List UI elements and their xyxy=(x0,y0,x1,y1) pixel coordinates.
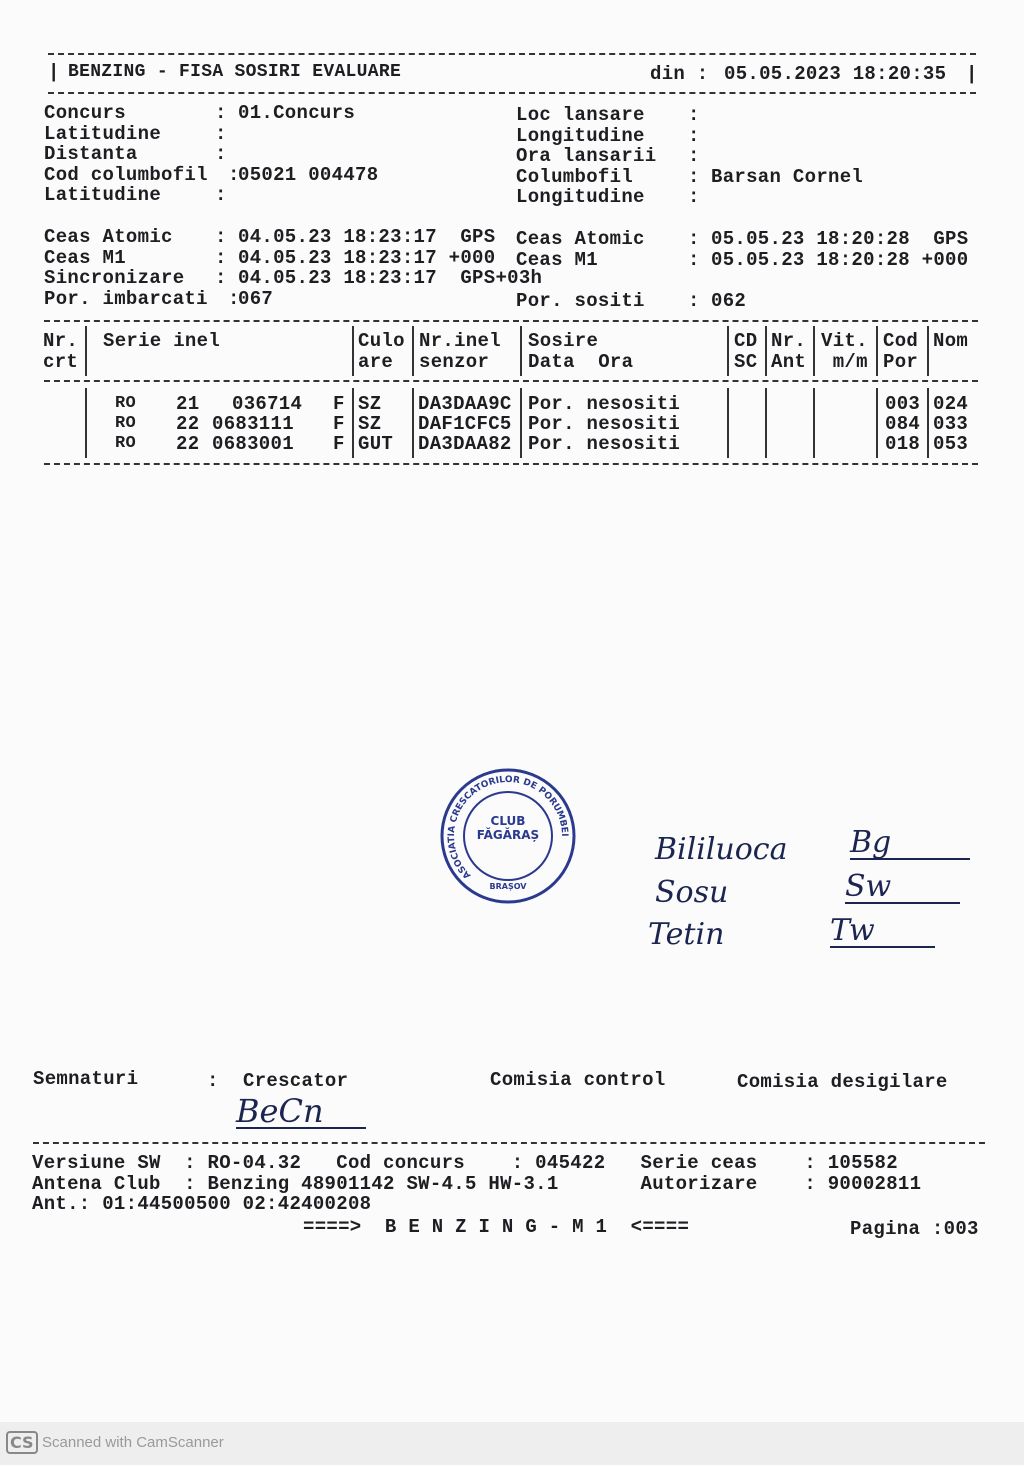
stamp-ring-text: ASOCIATIA CRESCATORILOR DE PORUMBEI xyxy=(446,774,570,881)
cod-por: 003 xyxy=(885,393,921,415)
divider xyxy=(44,380,978,382)
field-value: 05.05.23 18:20:28 GPS xyxy=(711,228,969,250)
nom: 053 xyxy=(933,433,969,455)
camscanner-text: Scanned with CamScanner xyxy=(42,1434,224,1451)
column-separator xyxy=(927,326,929,376)
ring-year: 22 xyxy=(176,433,200,455)
column-separator xyxy=(813,326,815,376)
pipe: | xyxy=(48,61,60,83)
column-separator xyxy=(765,326,767,376)
column-header: Serie inel xyxy=(103,330,221,352)
handwritten-name: Tetin xyxy=(648,917,725,952)
column-separator xyxy=(412,388,414,458)
field-label: Por. sositi xyxy=(516,290,645,313)
grower-label: Crescator xyxy=(243,1070,349,1092)
field-value: 01.Concurs xyxy=(238,102,356,124)
ring-country: RO xyxy=(115,434,137,453)
column-separator xyxy=(520,326,522,376)
nom: 024 xyxy=(933,393,969,415)
cod-por: 084 xyxy=(885,413,921,435)
field-label: Latitudine xyxy=(44,122,162,145)
sex: F xyxy=(333,413,345,435)
color: GUT xyxy=(358,433,394,455)
divider xyxy=(33,1142,985,1144)
colon: : xyxy=(688,145,700,167)
column-header: Nr. xyxy=(43,330,79,352)
field-label: Columbofil xyxy=(516,165,634,188)
colon: : xyxy=(688,248,700,271)
ring-number: 036714 xyxy=(232,393,303,415)
nom: 033 xyxy=(933,413,969,435)
ring-number: 0683111 xyxy=(212,413,294,435)
column-separator xyxy=(876,388,878,458)
column-separator xyxy=(412,326,414,376)
stamp-center-text: CLUB FĂGĂRAȘ xyxy=(476,814,540,842)
color: SZ xyxy=(358,413,382,435)
column-header: Ant xyxy=(771,351,807,373)
field-label: Ceas M1 xyxy=(44,246,126,269)
field-label: Ceas Atomic xyxy=(44,226,173,248)
column-separator xyxy=(813,388,815,458)
column-header: Nom xyxy=(933,330,969,352)
colon: : xyxy=(688,165,700,188)
column-header: Sosire xyxy=(528,330,599,352)
report-date: 05.05.2023 18:20:35 xyxy=(724,63,947,85)
column-separator xyxy=(85,388,87,458)
arrival: Por. nesositi xyxy=(528,413,681,435)
stamp-bottom-text: BRAȘOV xyxy=(489,882,527,891)
field-value: 04.05.23 18:23:17 GPS xyxy=(238,226,496,248)
field-value: 067 xyxy=(238,287,274,310)
colon: : xyxy=(215,184,227,206)
colon: : xyxy=(215,226,227,248)
field-label: Longitudine xyxy=(516,186,645,208)
divider xyxy=(44,463,978,465)
ring-country: RO xyxy=(115,414,137,433)
column-header: senzor xyxy=(419,351,490,373)
column-separator xyxy=(520,388,522,458)
field-label: Latitudine xyxy=(44,184,162,206)
column-separator xyxy=(85,326,87,376)
field-label: Loc lansare xyxy=(516,104,645,126)
divider xyxy=(44,320,978,322)
sensor-ring: DA3DAA82 xyxy=(418,433,512,455)
footer-line: Versiune SW : RO-04.32 Cod concurs : 045422 Serie ceas : 105582 xyxy=(32,1152,898,1174)
sensor-ring: DAF1CFC5 xyxy=(418,413,512,435)
field-label: Cod columbofil xyxy=(44,163,208,186)
field-label: Ora lansarii xyxy=(516,145,657,167)
footer-banner: ====> B E N Z I N G - M 1 <==== xyxy=(303,1216,690,1238)
colon: : xyxy=(688,124,700,147)
colon: : xyxy=(228,163,240,186)
field-label: Ceas M1 xyxy=(516,248,598,271)
sex: F xyxy=(333,393,345,415)
column-header: Culo xyxy=(358,330,405,352)
column-header: Data Ora xyxy=(528,351,634,373)
colon: : xyxy=(215,102,227,124)
column-header: Cod xyxy=(883,330,919,352)
unseal-label: Comisia desigilare xyxy=(737,1071,948,1093)
field-value: Barsan Cornel xyxy=(711,165,864,188)
field-label: Longitudine xyxy=(516,124,645,147)
field-value: 062 xyxy=(711,290,747,313)
divider xyxy=(48,92,976,94)
column-separator xyxy=(352,388,354,458)
field-label: Por. imbarcati xyxy=(44,287,208,310)
colon: : xyxy=(215,267,227,289)
report-title: BENZING - FISA SOSIRI EVALUARE xyxy=(68,62,402,82)
colon: : xyxy=(215,143,227,165)
colon: : xyxy=(688,290,700,313)
column-separator xyxy=(765,388,767,458)
field-value: 05021 004478 xyxy=(238,163,379,186)
ring-number: 0683001 xyxy=(212,433,294,455)
column-header: Nr.inel xyxy=(419,330,501,352)
column-separator xyxy=(352,326,354,376)
column-separator xyxy=(927,388,929,458)
colon: : xyxy=(688,186,700,208)
handwritten-signature: Sw xyxy=(845,872,960,904)
footer-line: Ant.: 01:44500500 02:42400208 xyxy=(32,1193,372,1215)
cod-por: 018 xyxy=(885,433,921,455)
arrival: Por. nesositi xyxy=(528,393,681,415)
column-header: Por xyxy=(883,351,919,373)
footer-line: Antena Club : Benzing 48901142 SW-4.5 HW-3.1 Autorizare : 90002811 xyxy=(32,1173,922,1195)
sensor-ring: DA3DAA9C xyxy=(418,393,512,415)
ring-year: 21 xyxy=(176,393,200,415)
sex: F xyxy=(333,433,345,455)
page-number: Pagina :003 xyxy=(850,1218,979,1240)
camscanner-watermark xyxy=(0,1422,1024,1465)
arrival: Por. nesositi xyxy=(528,433,681,455)
column-header: are xyxy=(358,351,394,373)
control-label: Comisia control xyxy=(490,1069,666,1091)
colon: : xyxy=(207,1070,219,1092)
column-separator xyxy=(876,326,878,376)
grower-signature: BeCn xyxy=(236,1095,366,1129)
field-label: Concurs xyxy=(44,102,126,124)
colon: : xyxy=(228,287,240,310)
column-header: Vit. xyxy=(821,330,868,352)
camscanner-logo: CS xyxy=(6,1431,38,1454)
colon: : xyxy=(688,228,700,250)
colon: : xyxy=(688,104,700,126)
report-date-label: din : xyxy=(650,63,709,85)
divider xyxy=(48,53,976,55)
field-label: Sincronizare xyxy=(44,267,185,289)
field-value: 04.05.23 18:23:17 +000 xyxy=(238,246,496,269)
column-separator xyxy=(727,388,729,458)
handwritten-signature: Bg xyxy=(850,828,970,860)
color: SZ xyxy=(358,393,382,415)
field-value: 05.05.23 18:20:28 +000 xyxy=(711,248,969,271)
handwritten-name: Bililuoca xyxy=(655,832,788,867)
column-header: Nr. xyxy=(771,330,807,352)
club-stamp xyxy=(440,768,576,904)
column-header: CD xyxy=(734,330,758,352)
handwritten-signature: Tw xyxy=(830,916,935,948)
colon: : xyxy=(215,122,227,145)
signatures-label: Semnaturi xyxy=(33,1068,139,1090)
column-separator xyxy=(727,326,729,376)
field-label: Distanta xyxy=(44,143,138,165)
field-label: Ceas Atomic xyxy=(516,228,645,250)
handwritten-name: Sosu xyxy=(655,875,729,910)
column-header: m/m xyxy=(821,351,868,373)
pipe: | xyxy=(966,63,978,85)
column-header: SC xyxy=(734,351,758,373)
field-value: 04.05.23 18:23:17 GPS+03h xyxy=(238,267,543,289)
ring-year: 22 xyxy=(176,413,200,435)
colon: : xyxy=(215,246,227,269)
ring-country: RO xyxy=(115,394,137,413)
column-header: crt xyxy=(43,351,79,373)
